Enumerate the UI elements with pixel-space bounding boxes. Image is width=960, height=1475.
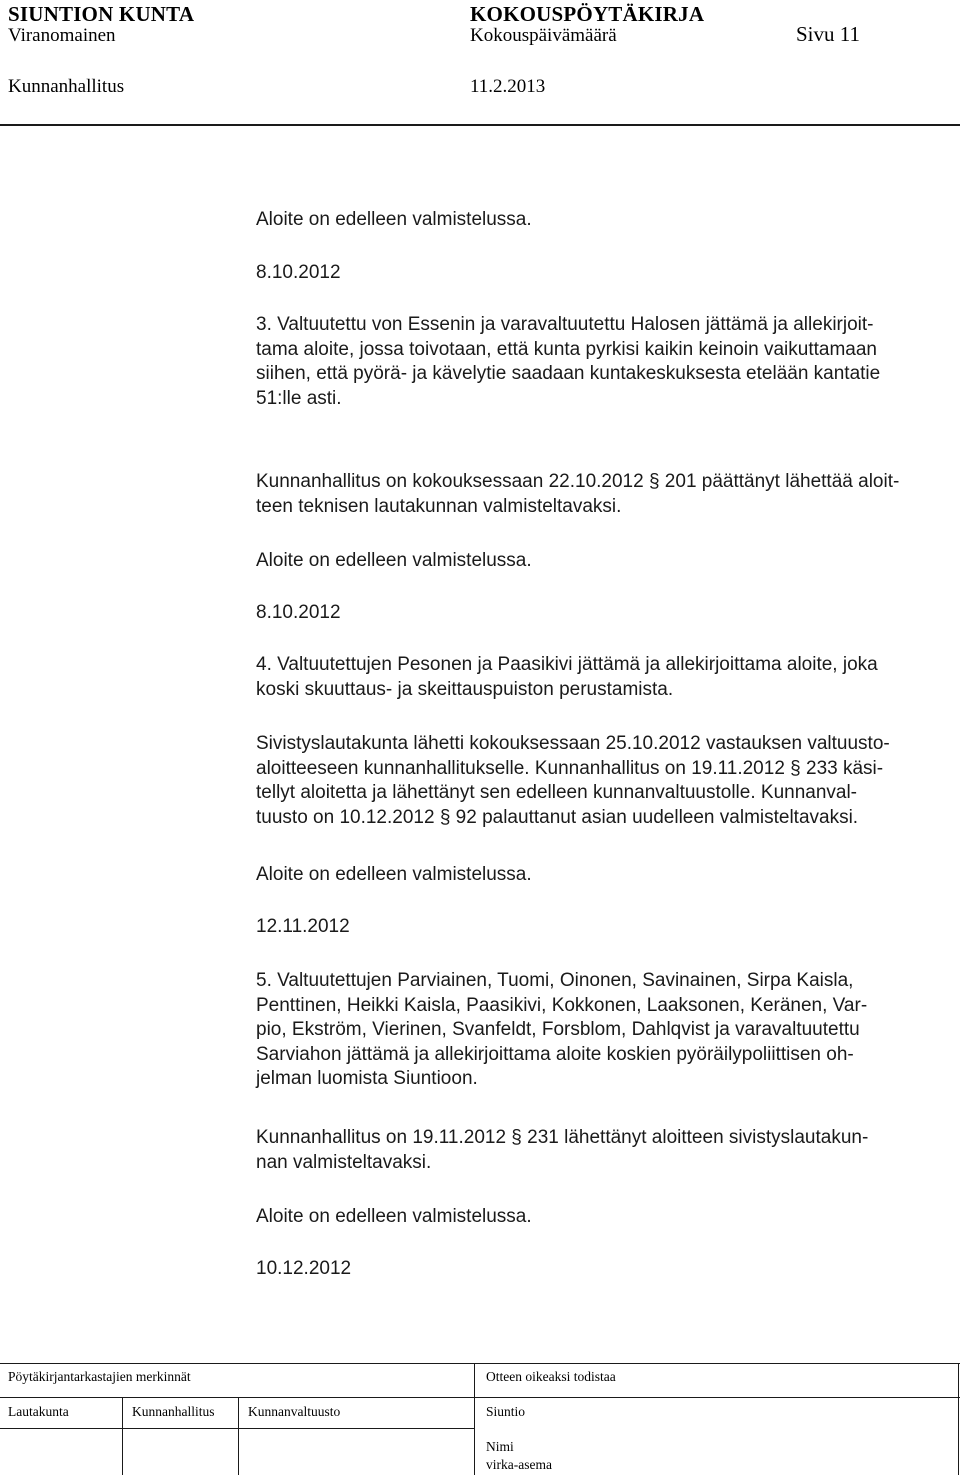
item-3-paragraph: 3. Valtuutettu von Essenin ja varavaltuutettu Halosen jättämä ja allekirjoit- tama aloite, jossa toivotaan, että kunta pyrkisi kaikin keinoin vaikuttamaan siihen, että pyörä- ja kävelytie saadaan kuntakeskuksesta etelään kantatie 51:lle asti.	[256, 314, 881, 409]
footer-top-border	[0, 1363, 960, 1364]
header-divider	[0, 124, 960, 126]
place-siuntio: Siuntio	[486, 1404, 526, 1419]
date-paragraph-2: 8.10.2012	[256, 602, 341, 623]
column-kunnanhallitus: Kunnanhallitus	[132, 1404, 215, 1419]
footer-lower-border	[0, 1428, 474, 1429]
footer-divider-1	[122, 1397, 123, 1475]
footer-divider-main	[474, 1363, 475, 1475]
footer-mid-border	[0, 1397, 960, 1398]
certified-copy-title: Otteen oikeaksi todistaa	[486, 1369, 616, 1384]
status-paragraph-2: Aloite on edelleen valmistelussa.	[256, 550, 532, 571]
item-4-paragraph: 4. Valtuutettujen Pesonen ja Paasikivi jättämä ja allekirjoittama aloite, joka koski skuuttaus- ja skeittauspuiston perustamista.	[256, 654, 878, 700]
status-paragraph-4: Aloite on edelleen valmistelussa.	[256, 1206, 532, 1227]
column-lautakunta: Lautakunta	[8, 1404, 69, 1419]
date-paragraph-1: 8.10.2012	[256, 262, 341, 283]
decision-paragraph-3: Kunnanhallitus on 19.11.2012 § 231 lähettänyt aloitteen sivistyslautakun- nan valmisteltavaksi.	[256, 1127, 869, 1173]
decision-paragraph-2: Sivistyslautakunta lähetti kokouksessaan 25.10.2012 vastauksen valtuusto- aloitteeseen kunnanhallitukselle. Kunnanhallitus on 19.11.2012 § 233 käsi- tellyt aloitetta ja lähettänyt sen edelleen kunnanvaltuustolle. Kunnanval- tuusto on 10.12.2012 § 92 palauttanut asian uudelleen valmisteltavaksi.	[256, 733, 890, 828]
reviewers-notes-title: Pöytäkirjantarkastajien merkinnät	[8, 1369, 191, 1384]
meeting-date-label: Kokouspäivämäärä	[470, 25, 617, 46]
date-paragraph-4: 10.12.2012	[256, 1258, 352, 1279]
document-type: KOKOUSPÖYTÄKIRJA	[470, 2, 705, 26]
decision-paragraph-1: Kunnanhallitus on kokouksessaan 22.10.2012 § 201 päättänyt lähettää aloit- teen teknisen lautakunnan valmisteltavaksi.	[256, 471, 900, 517]
page-number: Sivu 11	[796, 22, 860, 46]
org-name: SIUNTION KUNTA	[8, 2, 195, 26]
name-label: Nimi	[486, 1439, 514, 1454]
authority-label: Viranomainen	[8, 25, 116, 46]
authority-value: Kunnanhallitus	[8, 76, 125, 97]
column-kunnanvaltuusto: Kunnanvaltuusto	[248, 1404, 341, 1419]
item-5-paragraph: 5. Valtuutettujen Parviainen, Tuomi, Oinonen, Savinainen, Sirpa Kaisla, Penttinen, Heikki Kaisla, Paasikivi, Kokkonen, Laaksonen, Keränen, Var- pio, Ekström, Vierinen, Svanfeldt, Forsblom, Dahlqvist ja varavaltuutettu Sarviahon jättämä ja allekirjoittama aloite koskien pyöräilypoliittisen oh- jelman luomista Siuntioon.	[256, 970, 868, 1089]
status-paragraph-3: Aloite on edelleen valmistelussa.	[256, 864, 532, 885]
status-paragraph-1: Aloite on edelleen valmistelussa.	[256, 209, 532, 230]
footer-divider-2	[238, 1397, 239, 1475]
footer-right-border	[958, 1363, 959, 1475]
position-label: virka-asema	[486, 1457, 552, 1472]
meeting-date-value: 11.2.2013	[470, 76, 546, 97]
date-paragraph-3: 12.11.2012	[256, 916, 350, 937]
